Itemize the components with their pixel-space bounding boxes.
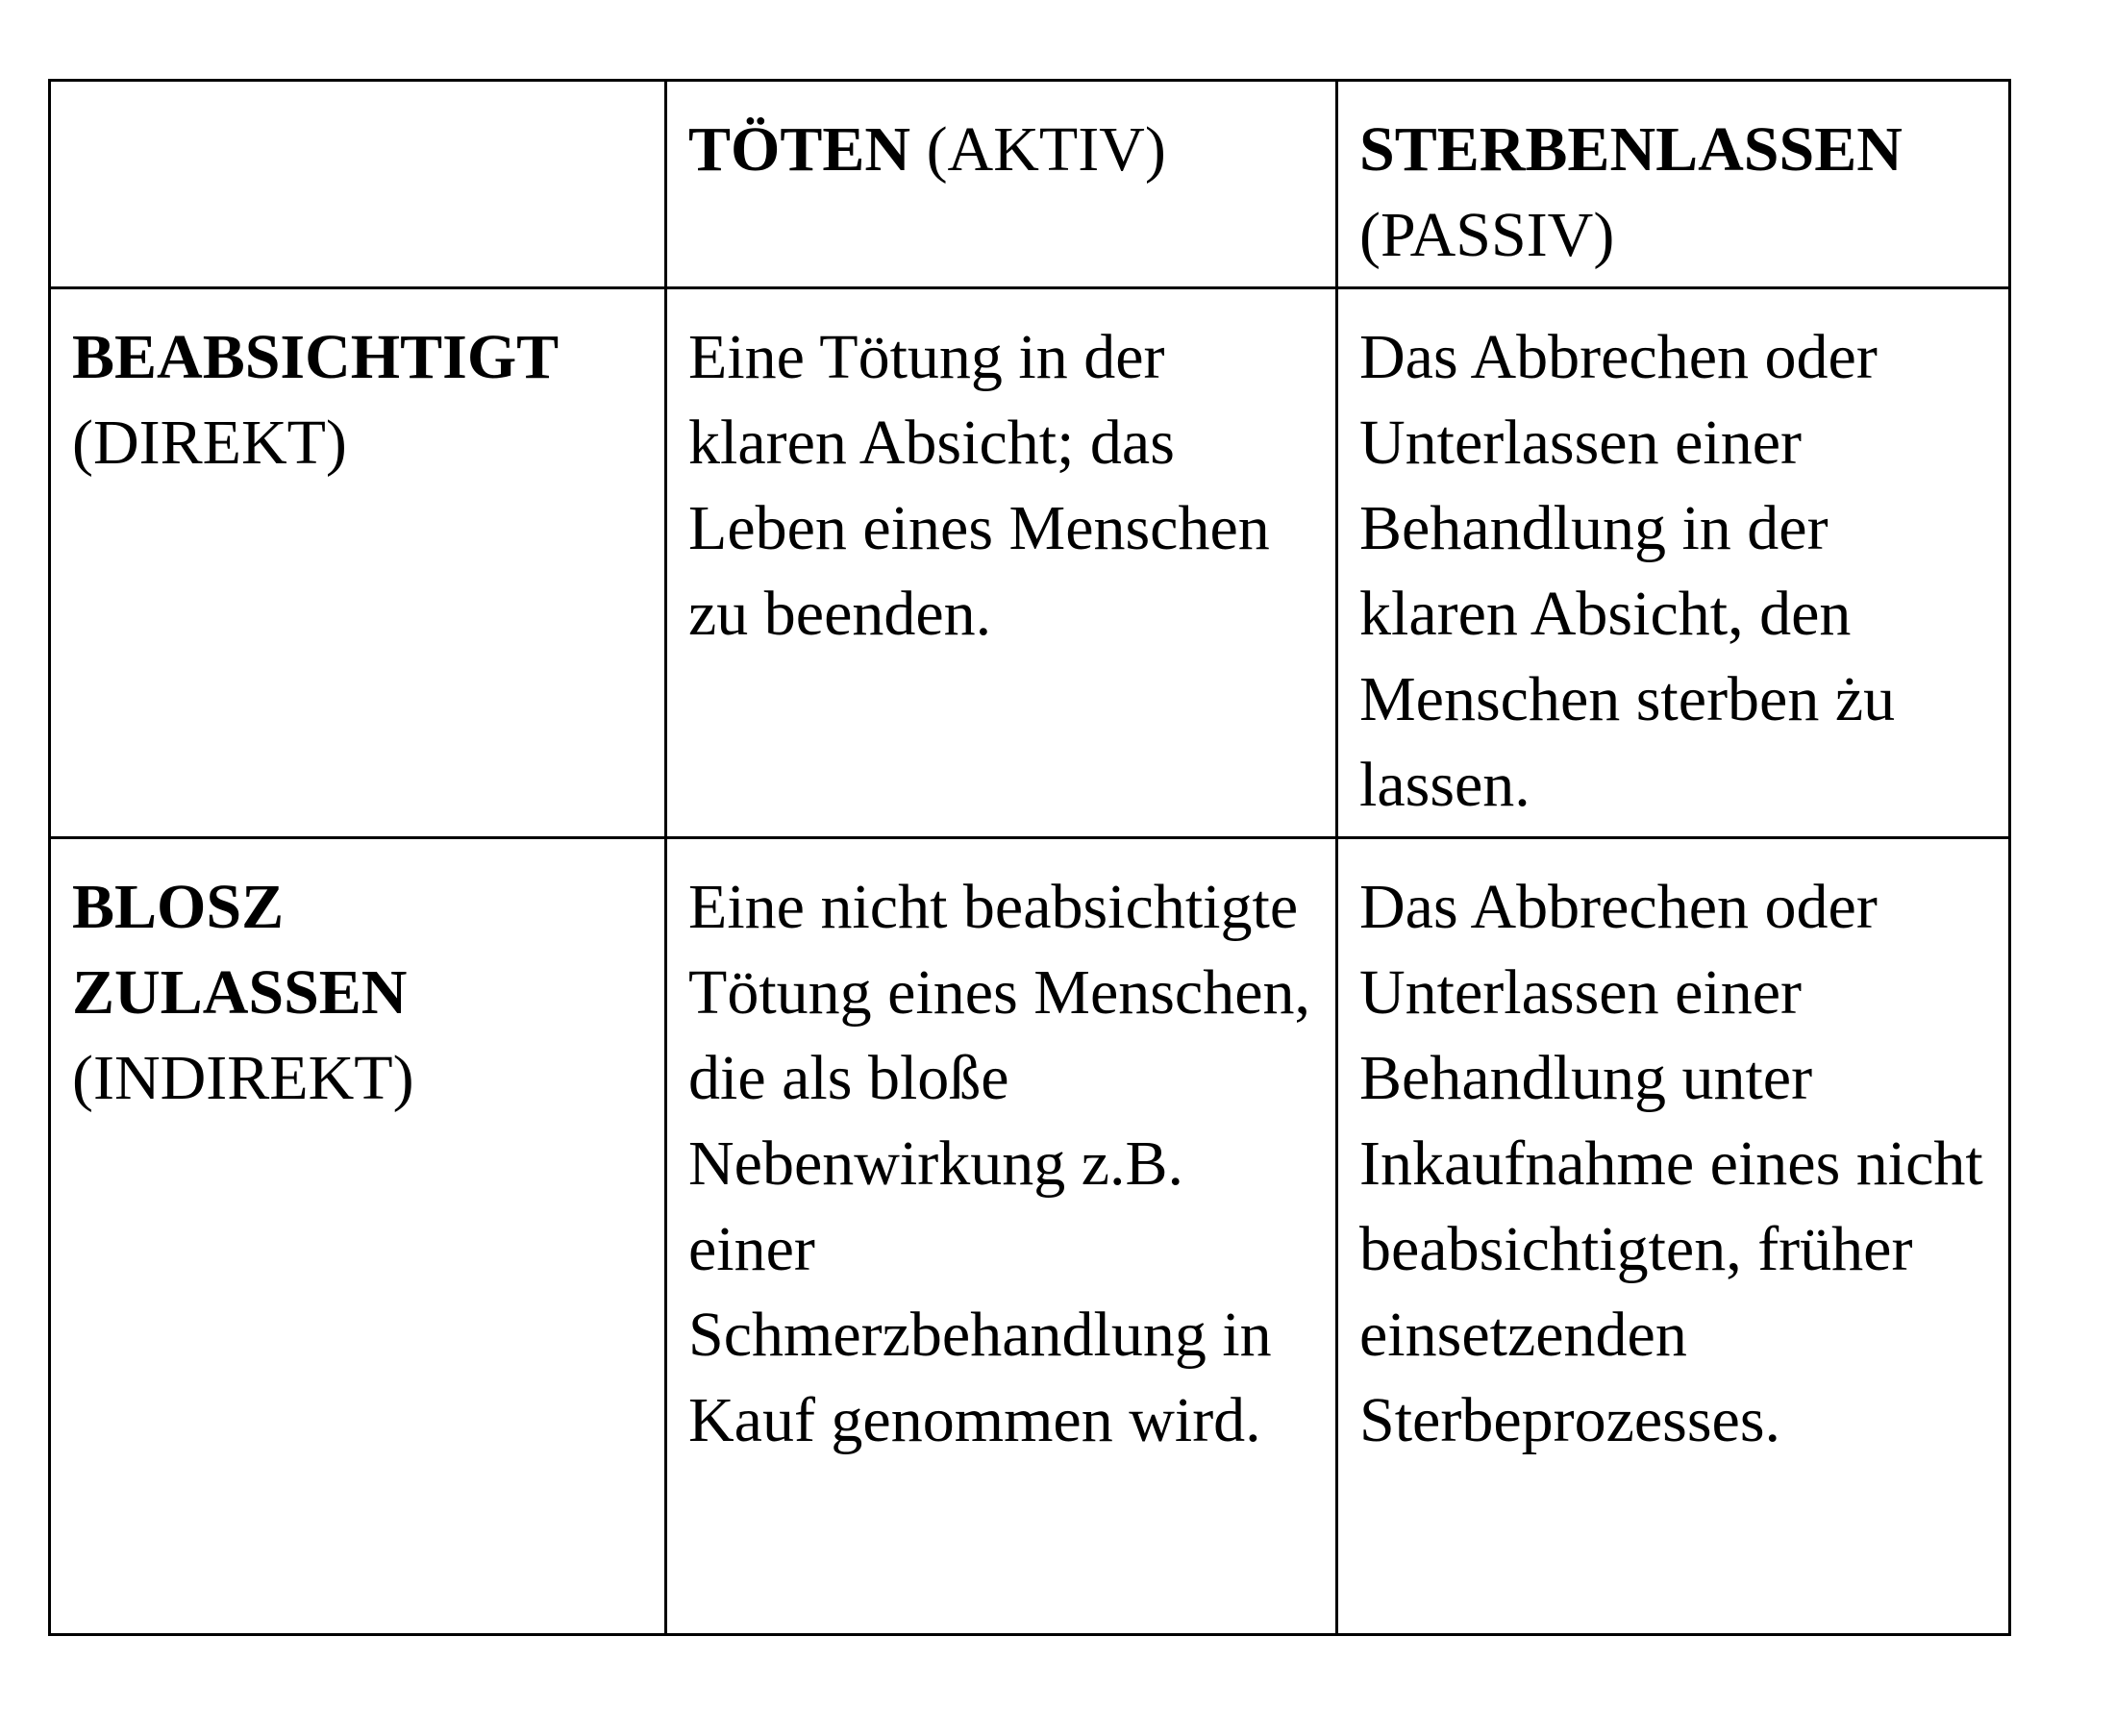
row-label-title: BEABSICHTIGT: [72, 322, 560, 392]
row-label-title: BLOSZ ZULASSEN: [72, 872, 408, 1028]
row-label-blosz-zulassen: [51, 839, 667, 1633]
cell-indirekt-sterbenlassen: [1338, 839, 2008, 1633]
cell-text: Das Abbrechen oder Unterlassen einer Behandlung in der klaren Absicht, den Menschen sterben żu lassen.: [1359, 322, 1896, 820]
header-sterbenlassen-title: STERBENLASSEN: [1359, 114, 1903, 185]
cell-text: Eine nicht beabsichtigte Tötung eines Menschen, die als bloße Nebenwirkung z.B. einer Schmerzbehandlung in Kauf genommen wird.: [688, 872, 1311, 1455]
euthanasia-classification-table: [48, 79, 2011, 1636]
header-toten-cell: [667, 82, 1338, 289]
header-empty-cell: [51, 82, 667, 289]
header-sterbenlassen-cell: [1338, 82, 2008, 289]
cell-indirekt-toten: [667, 839, 1338, 1633]
row-label-beabsichtigt: [51, 289, 667, 839]
cell-text: Eine Tötung in der klaren Absicht; das Leben eines Menschen zu beenden.: [688, 322, 1270, 649]
header-sterbenlassen-subtitle: (PASSIV): [1359, 200, 1615, 270]
header-toten-title: TÖTEN: [688, 114, 911, 185]
row-label-subtitle: (DIREKT): [72, 408, 347, 478]
cell-beabsichtigt-toten: [667, 289, 1338, 839]
row-label-subtitle: (INDIREKT): [72, 1043, 414, 1113]
cell-beabsichtigt-sterbenlassen: [1338, 289, 2008, 839]
cell-text: Das Abbrechen oder Unterlassen einer Behandlung unter Inkaufnahme eines nicht beabsichtigten, früher einsetzenden Sterbeprozesses.: [1359, 872, 1983, 1455]
header-toten-subtitle: (AKTIV): [926, 114, 1166, 185]
